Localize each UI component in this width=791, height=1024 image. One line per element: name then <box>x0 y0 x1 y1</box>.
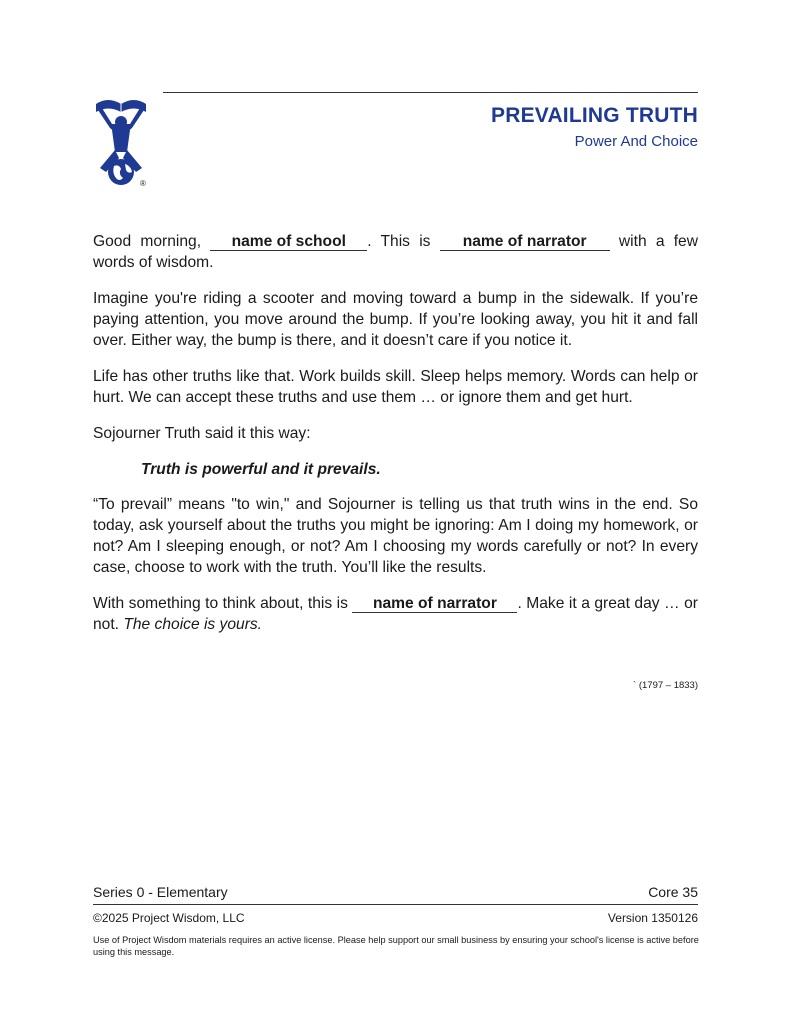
school-name-blank: name of school <box>210 233 367 251</box>
footer-copyright-row <box>93 911 698 925</box>
paragraph-scooter: Imagine you're riding a scooter and moving toward a bump in the sidewalk. If you’re paying attention, you move around the bump. If you’re looking away, you hit it and fall over. Either way, the bump is there, and it doesn’t care if you notice it. <box>93 290 698 349</box>
author-dates: ` (1797 – 1833) <box>633 680 698 691</box>
svg-text:®: ® <box>140 179 146 188</box>
license-notice: Use of Project Wisdom materials requires an active license. Please help support our small business by ensuring your school's license is active before using this message. <box>93 935 699 957</box>
paragraph-prevail: “To prevail” means "to win," and Sojourner is telling us that truth wins in the end. So today, ask yourself about the truths you might be ignoring: Am I doing my homework, or not? Am I sleeping enough, or not? Am I choosing my words carefully or not? In every case, choose to work with the truth. You’ll like the results. <box>93 496 698 576</box>
message-body <box>93 231 698 650</box>
header-rule <box>163 92 698 93</box>
core-label: Core 35 <box>648 884 698 900</box>
footer-series-row <box>93 884 698 900</box>
project-wisdom-logo <box>90 94 152 194</box>
quote: Truth is powerful and it prevails. <box>141 461 381 478</box>
paragraph-greeting: Good morning, name of school . This is name of narrator with a few words of wisdom. <box>93 233 698 271</box>
version: Version 1350126 <box>607 911 698 925</box>
narrator-name-blank: name of narrator <box>440 233 610 251</box>
series-label: Series 0 - Elementary <box>93 884 228 900</box>
page-subtitle: Power And Choice <box>574 133 698 150</box>
footer-rule <box>93 904 698 905</box>
copyright: ©2025 Project Wisdom, LLC <box>93 911 245 925</box>
narrator-name-blank-closing: name of narrator <box>352 595 517 613</box>
paragraph-sojourner: Sojourner Truth said it this way: <box>93 425 311 442</box>
paragraph-closing: With something to think about, this is name of narrator . Make it a great day … or not. The choice is yours. <box>93 595 698 633</box>
page-title: PREVAILING TRUTH <box>491 104 698 127</box>
paragraph-truths: Life has other truths like that. Work builds skill. Sleep helps memory. Words can help or hurt. We can accept these truths and use them … or ignore them and get hurt. <box>93 368 698 406</box>
